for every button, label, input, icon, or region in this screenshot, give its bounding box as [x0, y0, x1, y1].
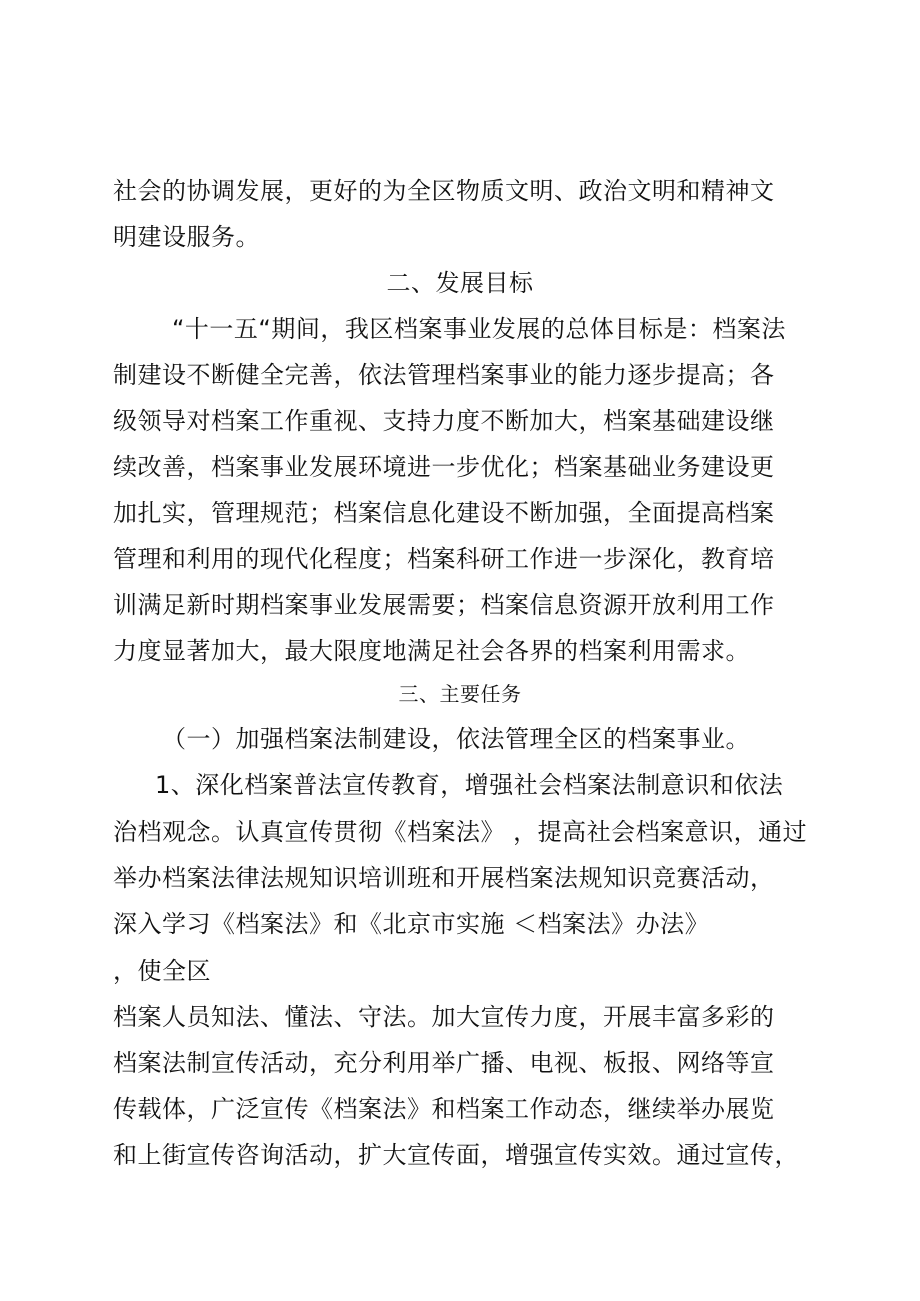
paragraph-line: 档案人员知法、懂法、守法。加大宣传力度，开展丰富多彩的 — [113, 1003, 775, 1031]
paragraph-line: 力度显著加大，最大限度地满足社会各界的档案利用需求。 — [113, 637, 750, 665]
paragraph-line: 制建设不断健全完善，依法管理档案事业的能力逐步提高；各 — [113, 361, 775, 389]
paragraph-line: 举办档案法律法规知识培训班和开展档案法规知识竞赛活动， — [113, 864, 775, 892]
paragraph-line: 深入学习《档案法》和《北京市实施 ＜档案法》办法》 — [113, 910, 710, 938]
paragraph-line: 1、深化档案普法宣传教育，增强社会档案法制意识和依法 — [155, 771, 784, 799]
paragraph-line: 管理和利用的现代化程度；档案科研工作进一步深化，教育培 — [113, 545, 775, 573]
subsection-heading: （一）加强档案法制建设，依法管理全区的档案事业。 — [162, 725, 750, 753]
paragraph-line: ，使全区 — [113, 957, 211, 985]
paragraph-line: 明建设服务。 — [113, 223, 260, 251]
paragraph-line: 社会的协调发展，更好的为全区物质文明、政治文明和精神文 — [113, 177, 775, 205]
paragraph-line: “十一五“期间，我区档案事业发展的总体目标是：档案法 — [172, 315, 786, 343]
paragraph-line: 和上街宣传咨询活动，扩大宣传面，增强宣传实效。通过宣传， — [113, 1141, 799, 1169]
paragraph-line: 加扎实，管理规范；档案信息化建设不断加强，全面提高档案 — [113, 499, 775, 527]
paragraph-line: 级领导对档案工作重视、支持力度不断加大，档案基础建设继 — [113, 407, 775, 435]
paragraph-line: 传载体，广泛宣传《档案法》和档案工作动态，继续举办展览 — [113, 1095, 775, 1123]
section-heading: 三、主要任务 — [398, 682, 522, 706]
paragraph-line: 续改善，档案事业发展环境进一步优化；档案基础业务建设更 — [113, 453, 775, 481]
paragraph-line: 治档观念。认真宣传贯彻《档案法》 ，提高社会档案意识，通过 — [113, 818, 808, 846]
section-heading: 二、发展目标 — [386, 269, 534, 297]
paragraph-line: 档案法制宣传活动，充分利用举广播、电视、板报、网络等宣 — [113, 1049, 775, 1077]
paragraph-line: 训满足新时期档案事业发展需要；档案信息资源开放利用工作 — [113, 591, 775, 619]
